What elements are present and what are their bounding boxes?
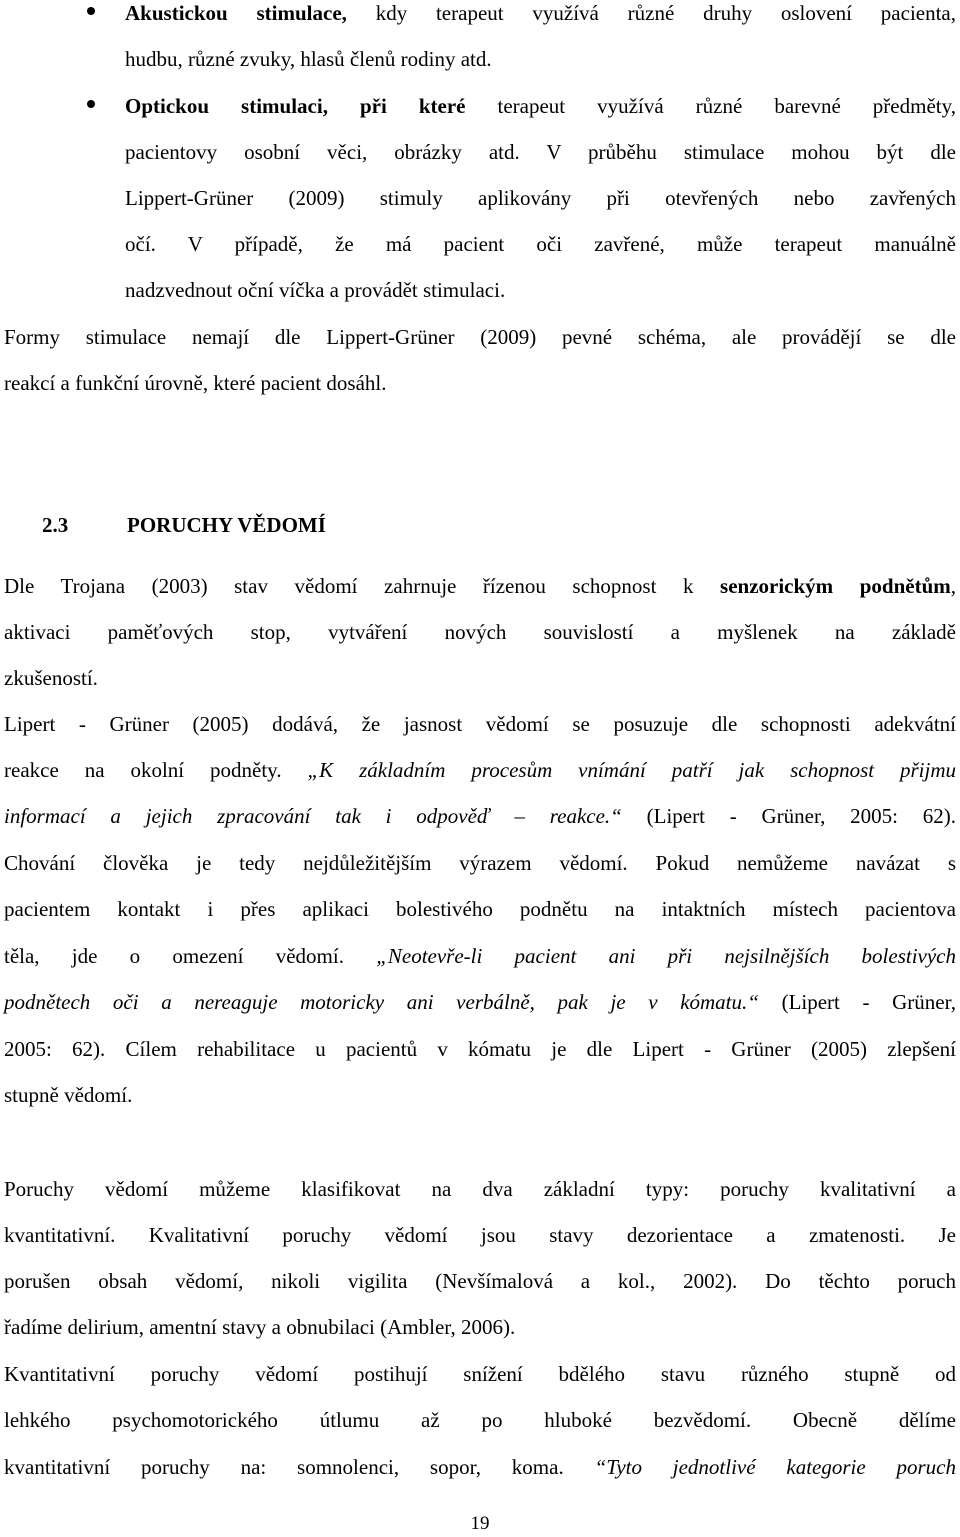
quotation: „K základním procesům vnímání patří jak schopnost přijmu (307, 758, 956, 782)
paragraph-line: lehkého psychomotorického útlumu až po hluboké bezvědomí. Obecně dělíme (4, 1408, 956, 1432)
quotation: podnětech oči a nereaguje motoricky ani verbálně, pak je v kómatu.“ (4, 990, 759, 1014)
quotation: “Tyto jednotlivé kategorie poruch (594, 1455, 956, 1479)
section-number: 2.3 (42, 513, 69, 537)
paragraph-line: porušen obsah vědomí, nikoli vigilita (Nevšímalová a kol., 2002). Do těchto poruch (4, 1269, 956, 1293)
paragraph-line: řadíme delirium, amentní stavy a obnubilaci (Ambler, 2006). (4, 1315, 516, 1339)
paragraph-line: aktivaci paměťových stop, vytváření nových souvislostí a myšlenek na základě (4, 620, 956, 644)
citation: (Lipert - Grüner, 2005: 62). (646, 804, 956, 828)
paragraph-line: Lipert - Grüner (2005) dodává, že jasnost vědomí se posuzuje dle schopnosti adekvátní (4, 712, 956, 736)
paragraph-line: stupně vědomí. (4, 1083, 133, 1107)
paragraph-line: Dle Trojana (2003) stav vědomí zahrnuje řízenou schopnost k senzorickým podnětům, (4, 574, 956, 598)
quotation: „Neotevře-li pacient ani při nejsilnějších bolestivých (376, 944, 957, 968)
bullet-term: Optickou stimulaci, při které (125, 94, 466, 118)
bullet-marker (87, 100, 95, 108)
bullet-term: Akustickou stimulace, (125, 1, 347, 25)
paragraph-line: 2005: 62). Cílem rehabilitace u pacientů v kómatu je dle Lipert - Grüner (2005) zlepšení (4, 1037, 956, 1061)
paragraph-line: Poruchy vědomí můžeme klasifikovat na dva základní typy: poruchy kvalitativní a (4, 1177, 956, 1201)
paragraph-line: reakce na okolní podněty. „K základním procesům vnímání patří jak schopnost přijmu (4, 758, 956, 782)
paragraph-line (4, 979, 956, 1025)
paragraph-line: Kvantitativní poruchy vědomí postihují snížení bdělého stavu různého stupně od (4, 1362, 956, 1386)
bullet-item-optic-line5: nadzvednout oční víčka a provádět stimulaci. (125, 278, 506, 302)
paragraph-line: těla, jde o omezení vědomí. „Neotevře-li pacient ani při nejsilnějších bolestivých (4, 944, 957, 968)
page-number: 19 (470, 1513, 490, 1534)
bullet-item-optic-line3: Lippert-Grüner (2009) stimuly aplikovány při otevřených nebo zavřených (125, 186, 956, 210)
document-page (4, 0, 956, 1537)
bullet-item-acoustic-line1: Akustickou stimulace, kdy terapeut využívá různé druhy oslovení pacienta, (125, 1, 957, 25)
paragraph-line: kvantitativní. Kvalitativní poruchy vědomí jsou stavy dezorientace a zmatenosti. Je (4, 1223, 956, 1247)
bullet-item-optic-line4: očí. V případě, že má pacient oči zavřené, může terapeut manuálně (125, 232, 956, 256)
section-title: PORUCHY VĚDOMÍ (127, 513, 326, 537)
paragraph-line (4, 793, 956, 839)
paragraph-line: zkušeností. (4, 666, 98, 690)
bullet-item-optic-line1: Optickou stimulaci, při které terapeut využívá různé barevné předměty, (125, 94, 956, 118)
citation: (Lipert - Grüner, (781, 990, 957, 1014)
paragraph-line: kvantitativní poruchy na: somnolenci, sopor, koma. “Tyto jednotlivé kategorie poruch (4, 1455, 956, 1479)
bullet-item-acoustic-line2: hudbu, různé zvuky, hlasů členů rodiny atd. (125, 47, 492, 71)
bullet-marker (87, 7, 95, 15)
paragraph-line: pacientem kontakt i přes aplikaci bolestivého podnětu na intaktních místech pacientova (4, 897, 956, 921)
emphasis-term: senzorickým podnětům (720, 574, 951, 598)
paragraph-line: Chování člověka je tedy nejdůležitějším výrazem vědomí. Pokud nemůžeme navázat s (4, 851, 956, 875)
bullet-item-optic-line2: pacientovy osobní věci, obrázky atd. V průběhu stimulace mohou být dle (125, 140, 956, 164)
paragraph-line: Formy stimulace nemají dle Lippert-Grüner (2009) pevné schéma, ale provádějí se dle (4, 325, 956, 349)
quotation: informací a jejich zpracování tak i odpověď – reakce.“ (4, 804, 622, 828)
paragraph-line: reakcí a funkční úrovně, které pacient dosáhl. (4, 371, 387, 395)
